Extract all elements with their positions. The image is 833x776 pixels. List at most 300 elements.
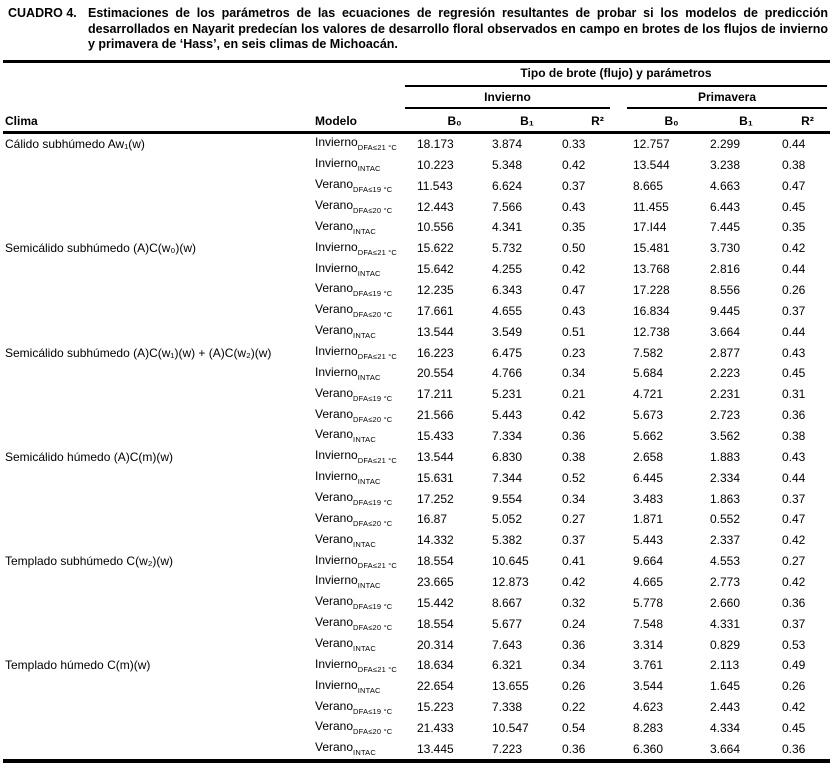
table-row <box>0 280 833 301</box>
clima-label: Templado húmedo C(m)(w) <box>5 658 151 673</box>
clima-label: Templado subhúmedo C(w₂)(w) <box>5 554 174 569</box>
primavera-b0-value: 13.768 <box>633 262 670 277</box>
invierno-r2-value: 0.21 <box>562 387 586 402</box>
primavera-b0-value: 16.834 <box>633 303 670 318</box>
invierno-r2-value: 0.42 <box>562 574 586 589</box>
table-row <box>0 259 833 280</box>
table-row <box>0 446 833 467</box>
invierno-r2-value: 0.26 <box>562 679 586 694</box>
invierno-r2-value: 0.47 <box>562 282 586 297</box>
invierno-r2-value: 0.43 <box>562 303 586 318</box>
table-row <box>0 238 833 259</box>
table-row <box>0 217 833 238</box>
invierno-b0-value: 11.543 <box>417 178 453 193</box>
invierno-r2-value: 0.36 <box>562 428 586 443</box>
invierno-r2-value: 0.50 <box>562 241 586 256</box>
modelo-label <box>315 281 417 298</box>
table-row <box>0 300 833 321</box>
invierno-r2-value: 0.52 <box>562 470 586 485</box>
modelo-label <box>315 573 417 590</box>
table-row <box>0 196 833 217</box>
invierno-r2-value: 0.42 <box>562 408 586 423</box>
primavera-b0-value: 3.544 <box>633 679 664 694</box>
primavera-r2-value: 0.37 <box>782 303 806 318</box>
table-row <box>0 697 833 718</box>
modelo-subscript: DFA≤21 °C <box>357 247 398 257</box>
primavera-b1-value: 6.443 <box>710 199 741 214</box>
modelo-label <box>315 636 417 653</box>
invierno-r2-value: 0.32 <box>562 595 586 610</box>
invierno-b0-value: 13.544 <box>417 449 454 464</box>
invierno-b1-value: 6.624 <box>492 178 523 193</box>
table-row <box>0 592 833 613</box>
invierno-b0-value: 15.642 <box>417 262 454 277</box>
invierno-b0-value: 15.622 <box>417 241 454 256</box>
invierno-b0-value: 18.634 <box>417 658 454 673</box>
modelo-subscript: INTAC <box>353 539 376 549</box>
invierno-r2-value: 0.22 <box>562 700 586 715</box>
primavera-b0-value: 4.665 <box>633 574 664 589</box>
invierno-b1-value: 7.643 <box>492 637 523 652</box>
invierno-b0-value: 18.173 <box>417 136 454 151</box>
primavera-b0-value: 5.662 <box>633 428 664 443</box>
primavera-r2-value: 0.53 <box>782 637 806 652</box>
primavera-r2-value: 0.43 <box>782 449 806 464</box>
table-row <box>0 154 833 175</box>
modelo-name: Verano <box>315 510 354 525</box>
invierno-b1-value: 4.341 <box>492 220 523 235</box>
primavera-r2-value: 0.31 <box>782 387 806 402</box>
invierno-r2-value: 0.24 <box>562 616 586 631</box>
primavera-r2-value: 0.36 <box>782 741 806 756</box>
table-caption <box>0 0 833 53</box>
invierno-b1-header: B₁ <box>520 113 534 128</box>
modelo-name: Invierno <box>315 469 358 484</box>
modelo-column-header: Modelo <box>315 113 357 128</box>
invierno-b1-value: 7.223 <box>492 741 523 756</box>
invierno-b1-value: 3.874 <box>492 136 523 151</box>
primavera-b1-value: 3.664 <box>710 741 741 756</box>
primavera-b1-value: 2.299 <box>710 136 741 151</box>
primavera-b1-value: 4.334 <box>710 720 741 735</box>
invierno-r2-value: 0.33 <box>562 136 586 151</box>
primavera-b0-value: 9.664 <box>633 554 664 569</box>
table-header <box>0 63 833 131</box>
primavera-b0-value: 2.658 <box>633 449 664 464</box>
invierno-b0-value: 17.211 <box>417 387 453 402</box>
modelo-subscript: DFA≤21 °C <box>357 143 398 153</box>
primavera-b0-value: 3.761 <box>633 658 664 673</box>
primavera-b0-value: 8.283 <box>633 720 664 735</box>
invierno-r2-value: 0.37 <box>562 533 586 548</box>
modelo-label <box>315 719 417 736</box>
invierno-b0-value: 23.665 <box>417 574 454 589</box>
modelo-subscript: INTAC <box>353 331 376 341</box>
primavera-r2-value: 0.36 <box>782 595 806 610</box>
invierno-r2-value: 0.51 <box>562 324 586 339</box>
modelo-label <box>315 365 417 382</box>
primavera-r2-value: 0.42 <box>782 574 806 589</box>
invierno-b1-value: 7.334 <box>492 428 523 443</box>
modelo-name: Verano <box>315 385 354 400</box>
modelo-subscript: INTAC <box>357 581 381 591</box>
primavera-b1-value: 3.730 <box>710 241 741 256</box>
modelo-subscript: DFA≤19 °C <box>353 289 393 299</box>
invierno-b1-value: 10.547 <box>492 720 529 735</box>
modelo-subscript: DFA≤21 °C <box>357 560 398 570</box>
primavera-b0-value: 13.544 <box>633 157 670 172</box>
modelo-name: Verano <box>315 406 354 421</box>
modelo-name: Invierno <box>315 656 358 671</box>
invierno-r2-value: 0.34 <box>562 658 586 673</box>
modelo-name: Invierno <box>315 344 358 359</box>
primavera-r2-value: 0.49 <box>782 658 806 673</box>
primavera-r2-value: 0.27 <box>782 554 806 569</box>
modelo-label <box>315 427 417 444</box>
primavera-b0-value: 12.738 <box>633 324 670 339</box>
invierno-b1-value: 7.344 <box>492 470 523 485</box>
primavera-b1-value: 2.723 <box>710 408 741 423</box>
modelo-label <box>315 240 417 257</box>
primavera-b1-value: 2.223 <box>710 366 741 381</box>
modelo-name: Verano <box>315 218 354 233</box>
invierno-b0-value: 17.661 <box>417 303 454 318</box>
table-row <box>0 384 833 405</box>
modelo-label <box>315 678 417 695</box>
modelo-name: Verano <box>315 323 354 338</box>
invierno-b1-value: 5.052 <box>492 512 523 527</box>
modelo-label <box>315 323 417 340</box>
primavera-b0-value: 7.582 <box>633 345 664 360</box>
primavera-b1-value: 7.445 <box>710 220 741 235</box>
modelo-subscript: DFA≤19 °C <box>353 498 393 508</box>
clima-label: Semicálido subhúmedo (A)C(w₁)(w) + (A)C(w₂)(w) <box>5 345 272 360</box>
invierno-b0-value: 10.556 <box>417 220 454 235</box>
modelo-name: Verano <box>315 427 354 442</box>
primavera-b1-value: 2.443 <box>710 700 741 715</box>
primavera-b0-value: 7.548 <box>633 616 664 631</box>
invierno-r2-value: 0.41 <box>562 554 586 569</box>
primavera-b1-value: 9.445 <box>710 303 741 318</box>
primavera-header-rule <box>627 107 827 109</box>
modelo-name: Verano <box>315 594 354 609</box>
primavera-b1-value: 4.553 <box>710 554 741 569</box>
invierno-r2-header: R² <box>591 113 604 128</box>
primavera-r2-value: 0.47 <box>782 512 806 527</box>
table-row <box>0 572 833 593</box>
invierno-b0-value: 15.223 <box>417 700 454 715</box>
primavera-r2-value: 0.43 <box>782 345 806 360</box>
invierno-r2-value: 0.36 <box>562 637 586 652</box>
modelo-subscript: INTAC <box>353 435 376 445</box>
invierno-b0-value: 22.654 <box>417 679 454 694</box>
primavera-b1-value: 2.773 <box>710 574 741 589</box>
primavera-b0-value: 17.I44 <box>633 220 667 235</box>
invierno-b0-value: 14.332 <box>417 533 454 548</box>
primavera-b0-value: 1.871 <box>633 512 664 527</box>
modelo-subscript: DFA≤20 °C <box>353 310 393 320</box>
modelo-subscript: INTAC <box>357 164 381 174</box>
primavera-r2-value: 0.35 <box>782 220 806 235</box>
invierno-b0-value: 18.554 <box>417 554 454 569</box>
table-caption-number: CUADRO 4. <box>8 6 77 20</box>
invierno-r2-value: 0.43 <box>562 199 586 214</box>
modelo-name: Invierno <box>315 260 358 275</box>
primavera-b1-value: 1.863 <box>710 491 741 506</box>
table-row <box>0 718 833 739</box>
group-header-rule <box>405 85 827 87</box>
modelo-subscript: DFA≤20 °C <box>353 518 393 528</box>
primavera-r2-value: 0.42 <box>782 700 806 715</box>
primavera-b0-value: 5.684 <box>633 366 664 381</box>
invierno-b1-value: 5.348 <box>492 157 523 172</box>
primavera-b1-value: 3.664 <box>710 324 741 339</box>
invierno-b1-value: 6.321 <box>492 658 523 673</box>
modelo-label <box>315 177 417 194</box>
modelo-subscript: INTAC <box>357 685 381 695</box>
modelo-label <box>315 407 417 424</box>
invierno-r2-value: 0.23 <box>562 345 586 360</box>
table-row <box>0 634 833 655</box>
modelo-subscript: DFA≤21 °C <box>357 456 398 466</box>
primavera-b0-value: 5.443 <box>633 533 664 548</box>
primavera-r2-value: 0.45 <box>782 720 806 735</box>
primavera-b1-value: 2.816 <box>710 262 741 277</box>
modelo-subscript: DFA≤19 °C <box>353 706 393 716</box>
primavera-b0-header: B₀ <box>664 113 679 128</box>
invierno-b0-value: 10.223 <box>417 157 454 172</box>
modelo-label <box>315 469 417 486</box>
primavera-b0-value: 4.623 <box>633 700 664 715</box>
primavera-b1-header: B₁ <box>739 113 753 128</box>
primavera-b1-value: 2.877 <box>710 345 741 360</box>
modelo-label <box>315 261 417 278</box>
primavera-r2-value: 0.26 <box>782 282 806 297</box>
primavera-b1-value: 0.829 <box>710 637 741 652</box>
invierno-b0-value: 16.223 <box>417 345 454 360</box>
modelo-label <box>315 740 417 757</box>
invierno-b0-value: 16.87 <box>417 512 448 527</box>
modelo-subscript: INTAC <box>353 644 376 654</box>
primavera-b1-value: 2.660 <box>710 595 741 610</box>
primavera-r2-value: 0.42 <box>782 533 806 548</box>
modelo-label <box>315 699 417 716</box>
modelo-label <box>315 344 417 361</box>
invierno-b0-value: 18.554 <box>417 616 454 631</box>
table-row <box>0 363 833 384</box>
primavera-b0-value: 12.757 <box>633 136 670 151</box>
primavera-b0-value: 5.778 <box>633 595 664 610</box>
primavera-r2-value: 0.42 <box>782 241 806 256</box>
modelo-name: Invierno <box>315 573 358 588</box>
invierno-b1-value: 4.655 <box>492 303 523 318</box>
invierno-b1-value: 9.554 <box>492 491 523 506</box>
modelo-subscript: DFA≤20 °C <box>353 414 393 424</box>
modelo-subscript: DFA≤19 °C <box>353 393 393 403</box>
modelo-name: Invierno <box>315 677 358 692</box>
invierno-header: Invierno <box>484 89 531 104</box>
modelo-label <box>315 135 417 152</box>
modelo-name: Verano <box>315 302 354 317</box>
modelo-name: Invierno <box>315 552 358 567</box>
table-row <box>0 175 833 196</box>
primavera-r2-value: 0.44 <box>782 470 806 485</box>
invierno-r2-value: 0.38 <box>562 449 586 464</box>
modelo-label <box>315 156 417 173</box>
primavera-b1-value: 4.663 <box>710 178 741 193</box>
table-row <box>0 426 833 447</box>
primavera-b0-value: 15.481 <box>633 241 670 256</box>
primavera-r2-header: R² <box>801 113 814 128</box>
modelo-name: Verano <box>315 719 354 734</box>
modelo-name: Verano <box>315 490 354 505</box>
primavera-header: Primavera <box>697 89 757 104</box>
modelo-name: Verano <box>315 698 354 713</box>
table-body <box>0 134 833 760</box>
invierno-b0-value: 12.235 <box>417 282 454 297</box>
modelo-name: Invierno <box>315 364 358 379</box>
primavera-b0-value: 5.673 <box>633 408 664 423</box>
primavera-b0-value: 11.455 <box>633 199 669 214</box>
modelo-subscript: INTAC <box>357 477 381 487</box>
primavera-b1-value: 2.231 <box>710 387 741 402</box>
primavera-b1-value: 1.645 <box>710 679 741 694</box>
table-row <box>0 405 833 426</box>
table-row <box>0 321 833 342</box>
modelo-label <box>315 302 417 319</box>
table-row <box>0 551 833 572</box>
invierno-b1-value: 4.766 <box>492 366 523 381</box>
table-row <box>0 738 833 759</box>
modelo-label <box>315 594 417 611</box>
modelo-name: Verano <box>315 636 354 651</box>
modelo-subscript: INTAC <box>353 748 376 758</box>
primavera-r2-value: 0.44 <box>782 136 806 151</box>
invierno-b0-value: 12.443 <box>417 199 454 214</box>
invierno-b1-value: 5.231 <box>492 387 523 402</box>
invierno-r2-value: 0.35 <box>562 220 586 235</box>
modelo-subscript: DFA≤19 °C <box>353 602 393 612</box>
clima-column-header: Clima <box>5 113 38 128</box>
primavera-b1-value: 2.334 <box>710 470 741 485</box>
table-row <box>0 342 833 363</box>
invierno-r2-value: 0.34 <box>562 366 586 381</box>
clima-label: Semicálido subhúmedo (A)C(w₀)(w) <box>5 241 197 256</box>
modelo-subscript: DFA≤20 °C <box>353 623 393 633</box>
primavera-b0-value: 8.665 <box>633 178 664 193</box>
primavera-b0-value: 4.721 <box>633 387 664 402</box>
table-row <box>0 655 833 676</box>
invierno-b0-value: 20.314 <box>417 637 454 652</box>
invierno-b0-value: 15.631 <box>417 470 454 485</box>
table-row <box>0 676 833 697</box>
modelo-label <box>315 553 417 570</box>
modelo-subscript: INTAC <box>353 226 376 236</box>
invierno-b0-value: 21.566 <box>417 408 454 423</box>
primavera-b0-value: 6.360 <box>633 741 664 756</box>
invierno-b1-value: 5.443 <box>492 408 523 423</box>
invierno-b0-value: 13.544 <box>417 324 454 339</box>
invierno-b1-value: 6.343 <box>492 282 523 297</box>
primavera-r2-value: 0.37 <box>782 616 806 631</box>
primavera-r2-value: 0.37 <box>782 491 806 506</box>
modelo-label <box>315 198 417 215</box>
invierno-b1-value: 12.873 <box>492 574 529 589</box>
table-row <box>0 613 833 634</box>
invierno-r2-value: 0.42 <box>562 157 586 172</box>
invierno-b1-value: 4.255 <box>492 262 523 277</box>
primavera-b1-value: 1.883 <box>710 449 741 464</box>
table-row <box>0 467 833 488</box>
invierno-b0-value: 17.252 <box>417 491 454 506</box>
modelo-name: Verano <box>315 615 354 630</box>
invierno-r2-value: 0.54 <box>562 720 586 735</box>
modelo-label <box>315 448 417 465</box>
modelo-label <box>315 386 417 403</box>
invierno-r2-value: 0.42 <box>562 262 586 277</box>
invierno-b1-value: 3.549 <box>492 324 523 339</box>
primavera-b0-value: 17.228 <box>633 282 670 297</box>
modelo-name: Verano <box>315 740 354 755</box>
primavera-r2-value: 0.44 <box>782 324 806 339</box>
modelo-subscript: DFA≤21 °C <box>357 664 398 674</box>
modelo-label <box>315 532 417 549</box>
modelo-label <box>315 657 417 674</box>
modelo-name: Verano <box>315 198 354 212</box>
modelo-subscript: DFA≤21 °C <box>357 352 398 362</box>
invierno-b0-value: 15.433 <box>417 428 454 443</box>
invierno-r2-value: 0.34 <box>562 491 586 506</box>
invierno-r2-value: 0.36 <box>562 741 586 756</box>
invierno-b1-value: 8.667 <box>492 595 523 610</box>
primavera-r2-value: 0.44 <box>782 262 806 277</box>
modelo-name: Verano <box>315 281 354 296</box>
invierno-header-rule <box>405 107 610 109</box>
modelo-name: Invierno <box>315 135 358 150</box>
primavera-r2-value: 0.36 <box>782 408 806 423</box>
modelo-subscript: DFA≤20 °C <box>353 727 393 737</box>
column-headers-row <box>0 114 833 128</box>
table-row <box>0 509 833 530</box>
modelo-label <box>315 511 417 528</box>
primavera-b1-value: 3.562 <box>710 428 741 443</box>
invierno-b0-value: 13.445 <box>417 741 454 756</box>
invierno-b0-value: 15.442 <box>417 595 454 610</box>
invierno-b1-value: 10.645 <box>492 554 529 569</box>
table-bottom-rule <box>3 759 830 763</box>
primavera-b0-value: 6.445 <box>633 470 664 485</box>
primavera-b1-value: 2.113 <box>710 658 740 673</box>
modelo-subscript: DFA≤19 °C <box>353 185 393 195</box>
primavera-b0-value: 3.483 <box>633 491 664 506</box>
clima-label: Semicálido húmedo (A)C(m)(w) <box>5 449 174 464</box>
modelo-name: Verano <box>315 531 354 546</box>
invierno-b0-value: 20.554 <box>417 366 454 381</box>
primavera-r2-value: 0.47 <box>782 178 806 193</box>
invierno-b0-header: B₀ <box>447 113 462 128</box>
table-row <box>0 488 833 509</box>
invierno-b1-value: 6.830 <box>492 449 523 464</box>
primavera-r2-value: 0.45 <box>782 199 806 214</box>
modelo-subscript: DFA≤20 °C <box>353 206 393 215</box>
primavera-b1-value: 2.337 <box>710 533 741 548</box>
invierno-b1-value: 5.382 <box>492 533 523 548</box>
primavera-r2-value: 0.38 <box>782 428 806 443</box>
invierno-r2-value: 0.37 <box>562 178 586 193</box>
invierno-b1-value: 7.566 <box>492 199 523 214</box>
modelo-name: Invierno <box>315 239 358 254</box>
primavera-b1-value: 3.238 <box>710 157 741 172</box>
